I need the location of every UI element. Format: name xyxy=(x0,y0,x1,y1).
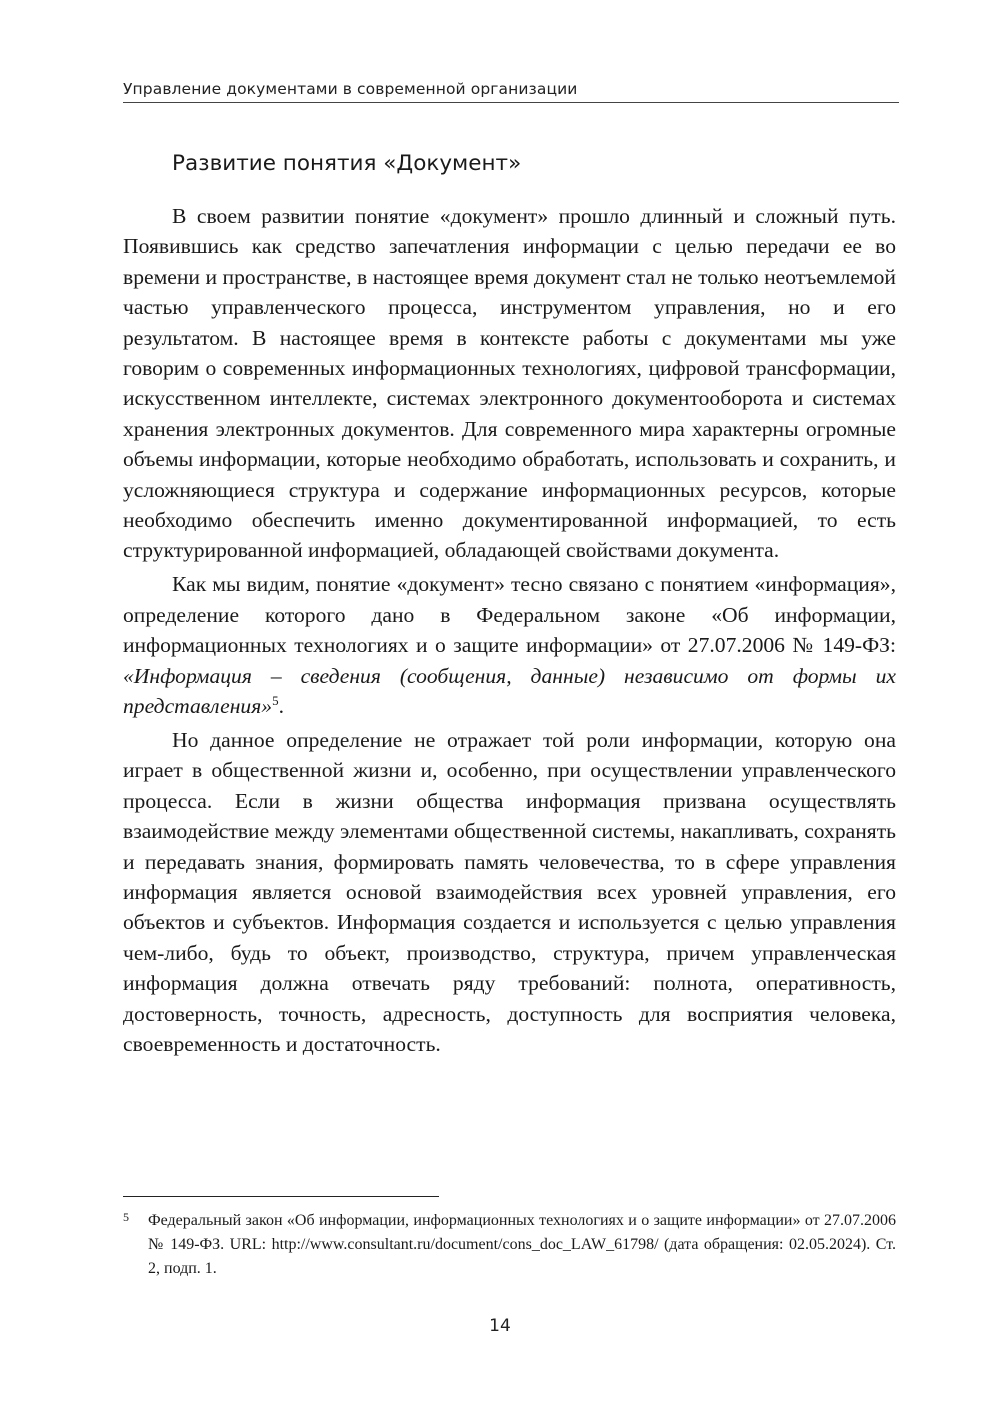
body-text xyxy=(123,201,896,1063)
footnote-marker: 5 xyxy=(123,1210,129,1224)
definition-quote: «Информация – сведения (сообщения, данные) независимо от формы их представления» xyxy=(123,663,896,718)
footnote-reference[interactable]: 5 xyxy=(272,693,279,708)
footnote-text: Федеральный закон «Об информации, информационных технологиях и о защите информации» от 27.07.2006 № 149-ФЗ. URL: http://www.consultant.ru/document/cons_doc_LAW_61798/ (дата обращения: 02.05.2024). Ст. 2, подп. 1. xyxy=(148,1212,896,1277)
header-divider xyxy=(123,102,899,103)
footnote-divider xyxy=(123,1196,439,1197)
paragraph-2-end: . xyxy=(278,694,284,718)
page-number: 14 xyxy=(489,1316,511,1336)
paragraph-2-intro: Как мы видим, понятие «документ» тесно связано с понятием «информация», определение которого дано в Федеральном законе «Об информации, информационных технологиях и о защите информации» от 27.07.2006 № 149-ФЗ: xyxy=(123,572,896,658)
paragraph-3: Но данное определение не отражает той роли информации, которую она играет в общественной жизни и, особенно, при осуществлении управленческого процесса. Если в жизни общества информация призвана осуществлять взаимодействие между элементами общественной системы, накапливать, сохранять и передавать знания, формировать память человечества, то в сфере управления информация является основой взаимодействия всех уровней управления, его объектов и субъектов. Информация создается и используется с целью управления чем-либо, будь то объект, производство, структура, причем управленческая информация должна отвечать ряду требований: полнота, оперативность, достоверность, точность, адресность, доступность для восприятия человека, своевременность и достаточность. xyxy=(123,727,896,1056)
paragraph-1: В своем развитии понятие «документ» прошло длинный и сложный путь. Появившись как средство запечатления информации с целью передачи ее во времени и пространстве, в настоящее время документ стал не только неотъемлемой частью управленческого процесса, инструментом управления, но и его результатом. В настоящее время в контексте работы с документами мы уже говорим о современных информационных технологиях, цифровой трансформации, искусственном интеллекте, системах электронного документооборота и системах хранения электронных документов. Для современного мира характерны огромные объемы информации, которые необходимо обработать, использовать и сохранить, и усложняющиеся структура и содержание информационных ресурсов, которые необходимо обеспечить именно документированной информацией, то есть структурированной информацией, обладающей свойствами документа. xyxy=(123,204,896,563)
running-header-title: Управление документами в современной организации xyxy=(123,80,578,98)
section-title: Развитие понятия «Документ» xyxy=(172,151,522,176)
paragraph-2 xyxy=(123,569,896,721)
footnote xyxy=(123,1209,896,1281)
